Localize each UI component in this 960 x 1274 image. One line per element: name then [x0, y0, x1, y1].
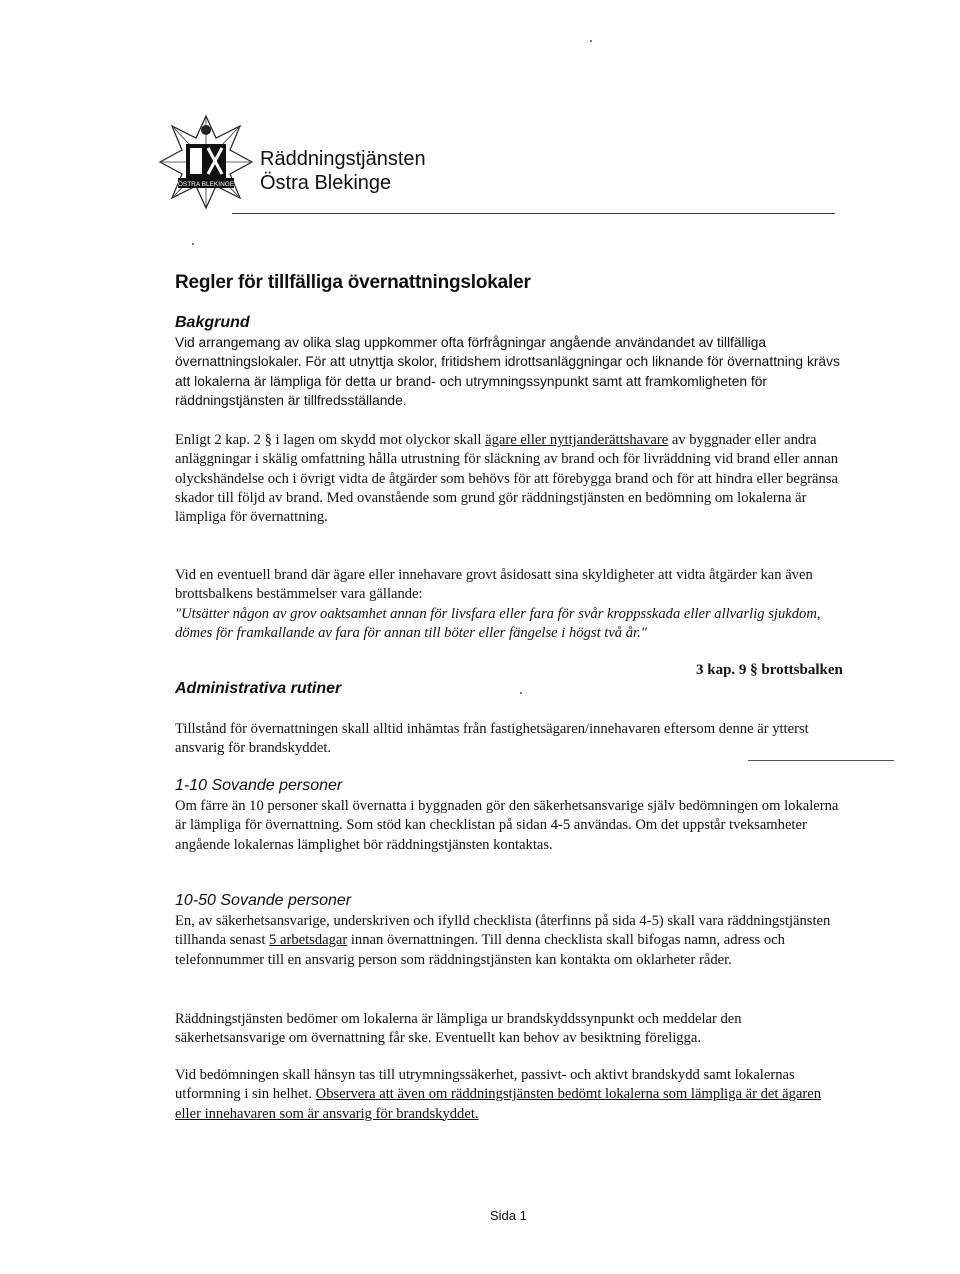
- paragraph-law-reference: [175, 431, 840, 527]
- checklist-deadline-underlined: 5 arbetsdagar: [269, 932, 348, 949]
- paragraph-responsibility: [175, 1066, 840, 1124]
- paragraph-penal-code: [175, 566, 840, 643]
- section-heading-administrativa-rutiner: Administrativa rutiner: [175, 680, 342, 697]
- fire-service-emblem-logo: [158, 112, 254, 212]
- organization-name-line-1: Räddningstjänsten: [260, 148, 426, 170]
- paragraph-10-50-checklist: [175, 912, 840, 970]
- quote-reference: 3 kap. 9 § brottsbalken: [696, 662, 843, 678]
- paragraph-1-10-sleepers-text: Om färre än 10 personer skall övernatta i byggnaden gör den säkerhetsansvarige själv bedömningen om lokalerna är lämpliga för övernattning. Som stöd kan checklistan på sidan 4-5 användas. Om det uppstår tveksamheter angående lokalernas lämplighet bör räddningstjänsten kontaktas.: [175, 798, 839, 853]
- document-title: Regler för tillfälliga övernattningslokaler: [175, 272, 531, 293]
- paragraph-bakgrund-intro-text: Vid arrangemang av olika slag uppkommer ofta förfrågningar angående användandet av tillfälliga övernattningslokaler. För att utnyttja skolor, fritidshem idrottsanläggningar och liknande för övernattning krävs att lokalerna är lämpliga för detta ur brand- och utrymningssynpunkt samt att framkomligheten för räddningstjänsten är tillfredsställande.: [175, 335, 840, 408]
- law-text-part-1: Enligt 2 kap. 2 § i lagen om skydd mot olyckor skall: [175, 432, 486, 448]
- law-text-part-2: av byggnader eller andra anläggningar i skälig omfattning hålla utrustning för släckning av brand och för livräddning vid brand eller annan olyckshändelse och i övrigt vidta de åtgärder som behövs för att förebygga brand och för att hindra eller begränsa skador till följd av brand. Med ovanstående som grund gör räddningstjänsten en bedömning om lokalerna är lämpliga för övernattning.: [175, 432, 839, 526]
- paragraph-1-10-sleepers: [175, 797, 840, 855]
- paragraph-permission: [175, 720, 840, 759]
- responsibility-notice-underlined: Observera att även om räddningstjänsten bedömt lokalerna som lämpliga är det ägaren eller innehavaren som är ansvarig för brandskyddet.: [175, 1086, 821, 1122]
- scan-speck: [590, 40, 592, 42]
- section-heading-bakgrund: Bakgrund: [175, 314, 250, 331]
- scan-speck: [192, 243, 194, 245]
- organization-name-line-2: Östra Blekinge: [260, 172, 392, 194]
- penal-code-quote: "Utsätter någon av grov oaktsamhet annan för livsfara eller fara för svår kroppsskada eller allvarlig sjukdom, dömes för framkallande av fara för annan till böter eller fängelse i högst två år.": [175, 605, 821, 641]
- responsibility-text-part-1: Vid bedömningen skall hänsyn tas till utrymningssäkerhet, passivt- och aktivt brandskydd samt lokalernas utformning i sin helhet.: [175, 1067, 795, 1103]
- scan-speck: [520, 692, 522, 694]
- subheading-10-50-sleepers: 10-50 Sovande personer: [175, 892, 352, 909]
- subheading-1-10-sleepers: 1-10 Sovande personer: [175, 777, 343, 794]
- paragraph-law-reference-text: [175, 431, 840, 527]
- paragraph-bakgrund-intro: [175, 333, 840, 410]
- paragraph-assessment: [175, 1010, 840, 1049]
- paragraph-penal-code-text: Vid en eventuell brand där ägare eller innehavare grovt åsidosatt sina skyldigheter att vidta åtgärder kan även brottsbalkens bestämmelser vara gällande:: [175, 567, 813, 603]
- paragraph-assessment-text: Räddningstjänsten bedömer om lokalerna är lämpliga ur brandskyddssynpunkt och meddelar den säkerhetsansvarige om övernattning får ske. Eventuellt kan behov av besiktning föreligga.: [175, 1011, 742, 1047]
- checklist-text-part-2: innan övernattningen. Till denna checklista skall bifogas namn, adress och telefonnummer till en ansvarig person som räddningstjänsten kan kontakta om oklarheter råder.: [175, 932, 785, 968]
- law-text-owner-underlined: ägare eller nyttjanderättshavare: [485, 432, 669, 448]
- logo-ribbon-text: ÖSTRA BLEKINGE: [177, 181, 235, 188]
- paragraph-10-50-checklist-text: [175, 912, 840, 970]
- checklist-text-part-1: En, av säkerhetsansvarige, underskriven och ifylld checklista (återfinns på sida 4-5) skall vara räddningstjänsten tillhanda senast: [175, 913, 831, 949]
- organization-name: [260, 147, 426, 195]
- paragraph-responsibility-text: [175, 1066, 840, 1124]
- short-divider: [748, 760, 894, 761]
- page-number: Sida 1: [490, 1208, 527, 1223]
- header-divider: [232, 213, 835, 214]
- paragraph-permission-text: Tillstånd för övernattningen skall alltid inhämtas från fastighetsägaren/innehavaren eftersom denne är ytterst ansvarig för brandskyddet.: [175, 721, 809, 757]
